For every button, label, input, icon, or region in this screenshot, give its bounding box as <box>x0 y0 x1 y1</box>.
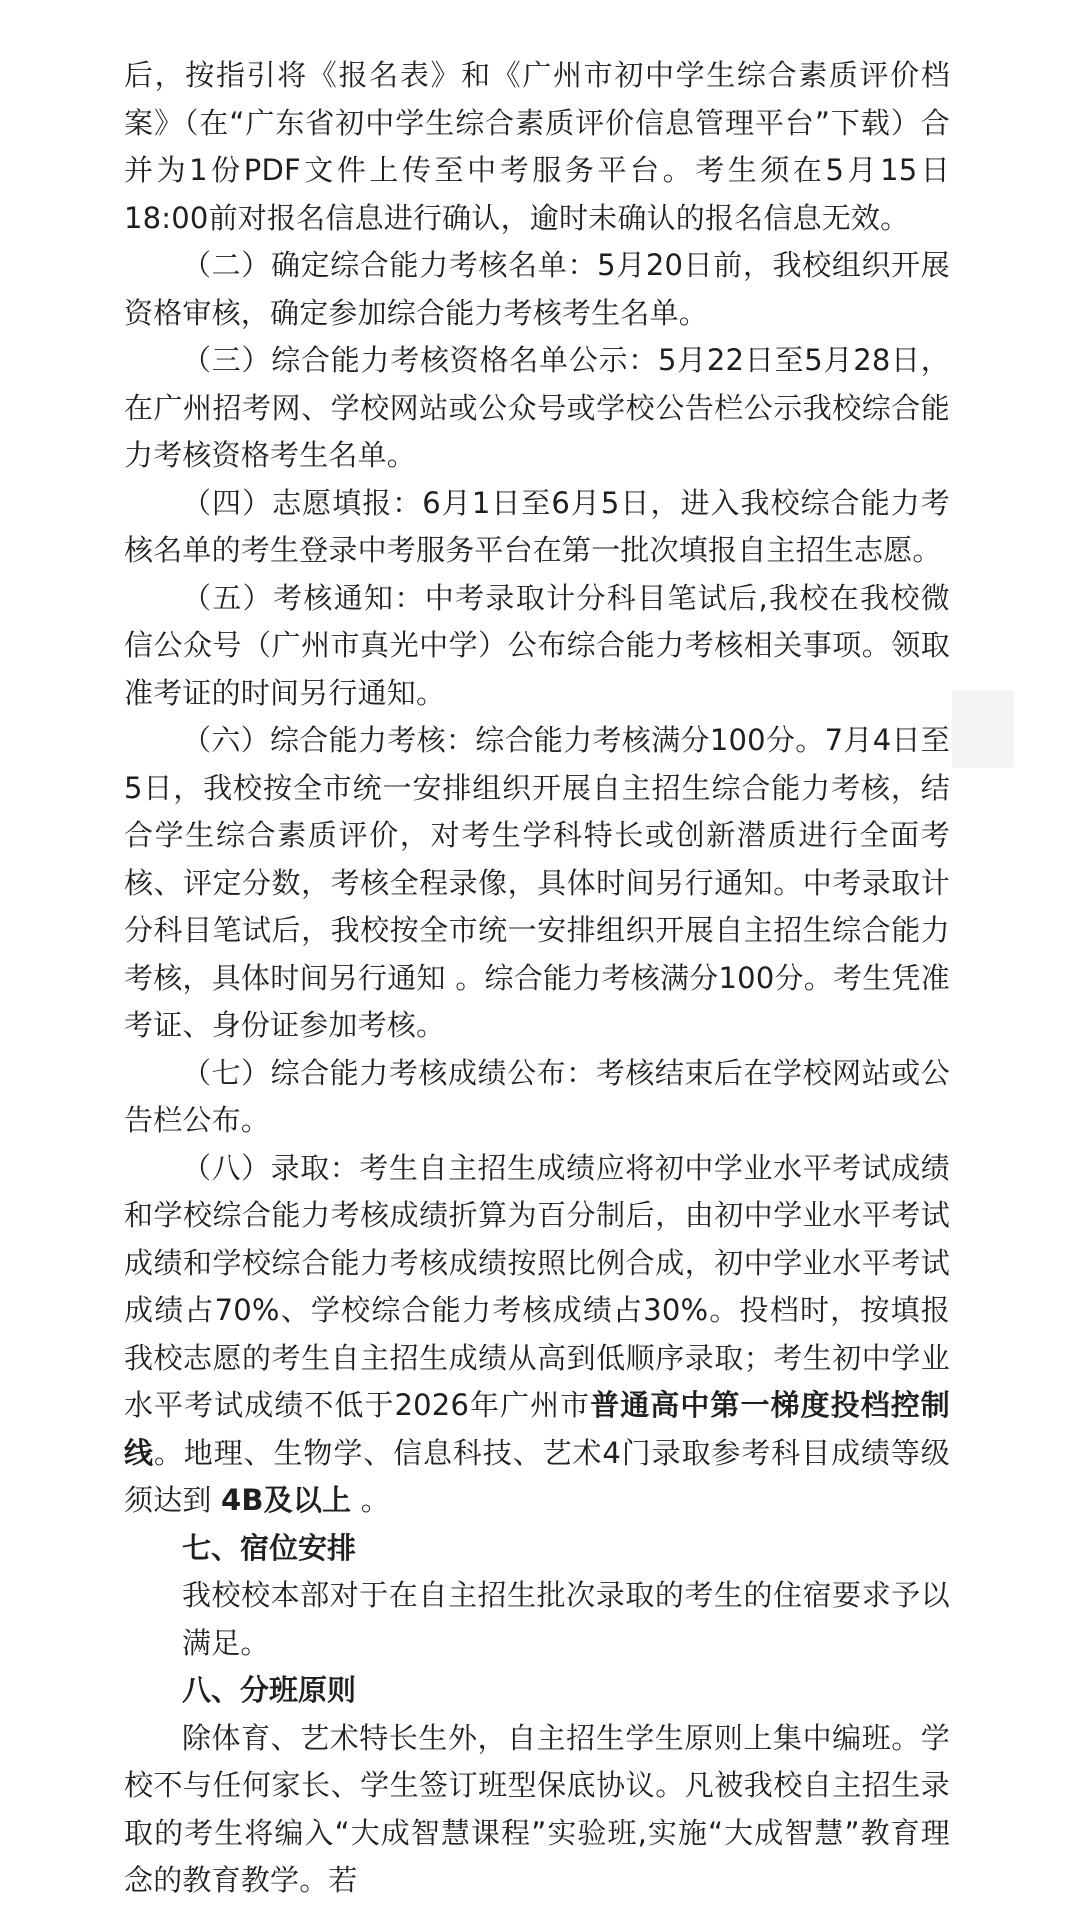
paragraph-section-2: （二）确定综合能力考核名单：5月20日前，我校组织开展资格审核，确定参加综合能力考核考生名单。 <box>124 248 950 330</box>
heading-class-placement: 八、分班原则 <box>182 1673 357 1707</box>
paragraph-section-6: （六）综合能力考核：综合能力考核满分100分。7月4日至5日，我校按全市统一安排组织开展自主招生综合能力考核，结合学生综合素质评价，对考生学科特长或创新潜质进行全面考核、评定分数，考核全程录像，具体时间另行通知。中考录取计分科目笔试后，我校按全市统一安排组织开展自主招生综合能力考核，具体时间另行通知 。综合能力考核满分100分。考生凭准考证、身份证参加考核。 <box>124 723 950 1042</box>
paragraph-class-placement: 除体育、艺术特长生外，自主招生学生原则上集中编班。学校不与任何家长、学生签订班型保底协议。凡被我校自主招生录取的考生将编入“大成智慧课程”实验班,实施“大成智慧”教育理念的教育教学。若 <box>124 1720 950 1897</box>
paragraph-registration-continued: 后，按指引将《报名表》和《广州市初中学生综合素质评价档案》（在“广东省初中学生综合素质评价信息管理平台”下载）合并为1份PDF文件上传至中考服务平台。考生须在5月15日18:00前对报名信息进行确认，逾时未确认的报名信息无效。 <box>124 58 950 235</box>
paragraph-accommodation: 我校校本部对于在自主招生批次录取的考生的住宿要求予以满足。 <box>182 1578 950 1660</box>
admission-text-3: 。 <box>351 1483 390 1517</box>
admission-threshold-bold: 普通高中第一梯度投档控制线 <box>124 1388 950 1470</box>
admission-text-1: （八）录取：考生自主招生成绩应将初中学业水平考试成绩和学校综合能力考核成绩折算为百分制后，由初中学业水平考试成绩和学校综合能力考核成绩按照比例合成，初中学业水平考试成绩占70%、学校综合能力考核成绩占30%。投档时，按填报我校志愿的考生自主招生成绩从高到低顺序录取；考生初中学业水平考试成绩不低于2026年广州市 <box>124 1150 950 1422</box>
paragraph-section-7: （七）综合能力考核成绩公布：考核结束后在学校网站或公告栏公布。 <box>124 1055 950 1137</box>
paragraph-section-3: （三）综合能力考核资格名单公示：5月22日至5月28日，在广州招考网、学校网站或公众号或学校公告栏公示我校综合能力考核资格考生名单。 <box>124 343 950 472</box>
document-page <box>124 52 950 1905</box>
admission-text-2: 。地理、生物学、信息科技、艺术4门录取参考科目成绩等级须达到 <box>124 1435 950 1517</box>
heading-accommodation: 七、宿位安排 <box>182 1530 357 1565</box>
paragraph-section-5: （五）考核通知：中考录取计分科目笔试后,我校在我校微信公众号（广州市真光中学）公布综合能力考核相关事项。领取准考证的时间另行通知。 <box>124 580 950 710</box>
grade-requirement-bold: 4B及以上 <box>221 1483 352 1517</box>
scan-artifact <box>952 690 1014 768</box>
paragraph-section-4: （四）志愿填报：6月1日至6月5日，进入我校综合能力考核名单的考生登录中考服务平台在第一批次填报自主招生志愿。 <box>124 485 950 567</box>
paragraph-section-8 <box>124 1145 950 1525</box>
